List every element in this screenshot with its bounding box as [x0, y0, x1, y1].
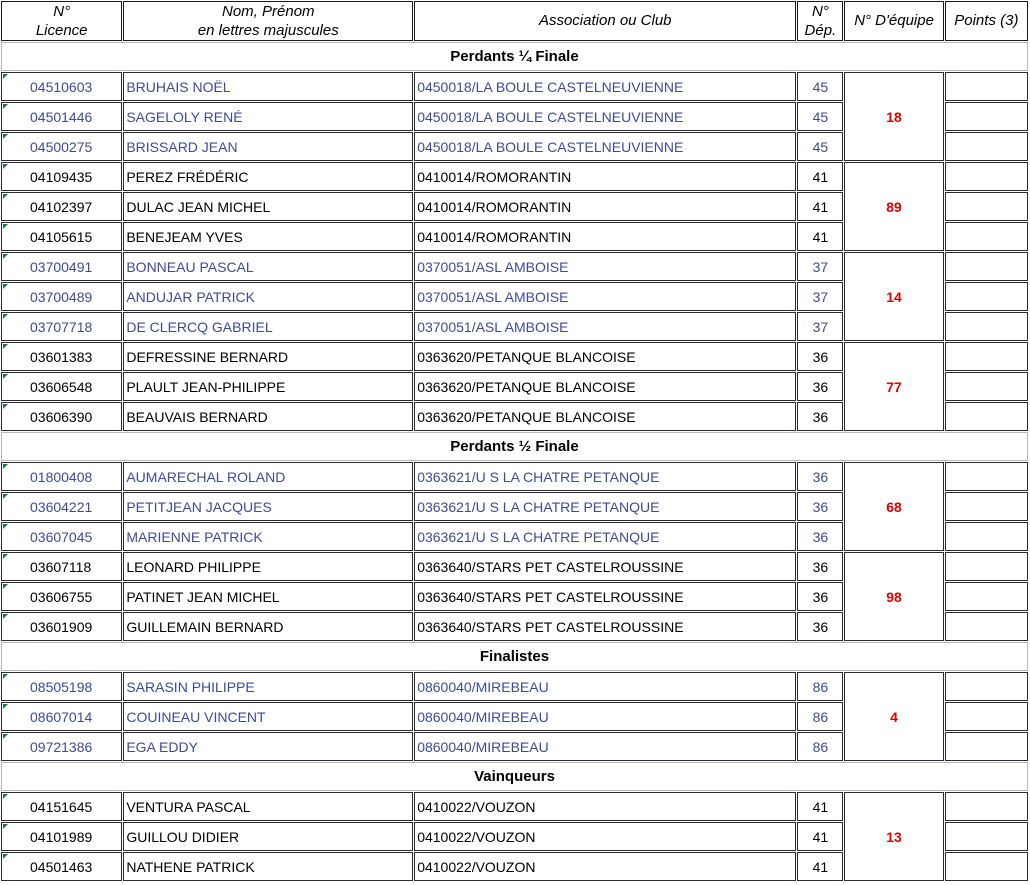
- department-cell: 37: [797, 282, 843, 311]
- header-dep: [797, 1, 843, 41]
- licence-cell: 04101989: [1, 822, 122, 851]
- player-name-cell: PLAULT JEAN-PHILIPPE: [123, 372, 413, 401]
- points-cell: [945, 522, 1028, 551]
- club-cell: 0860040/MIREBEAU: [414, 732, 796, 761]
- club-cell: 0363640/STARS PET CASTELROUSSINE: [414, 612, 796, 641]
- team-number-cell: 18: [844, 72, 943, 161]
- department-cell: 41: [797, 162, 843, 191]
- licence-cell: 04151645: [1, 792, 122, 821]
- section-title: Vainqueurs: [1, 762, 1028, 791]
- player-name-cell: AUMARECHAL ROLAND: [123, 462, 413, 491]
- licence-cell: 04109435: [1, 162, 122, 191]
- section-title: Perdants ½ Finale: [1, 432, 1028, 461]
- points-cell: [945, 222, 1028, 251]
- team-number-cell: 4: [844, 672, 943, 761]
- points-cell: [945, 822, 1028, 851]
- club-cell: 0450018/LA BOULE CASTELNEUVIENNE: [414, 102, 796, 131]
- header-licence-line2: Licence: [35, 22, 88, 39]
- licence-cell: 08607014: [1, 702, 122, 731]
- header-licence-line1: N°: [53, 3, 71, 20]
- licence-cell: 09721386: [1, 732, 122, 761]
- points-cell: [945, 612, 1028, 641]
- team-number-cell: 14: [844, 252, 943, 341]
- player-row: [1, 552, 1028, 581]
- player-name-cell: BRUHAIS NOËL: [123, 72, 413, 101]
- licence-cell: 04501463: [1, 852, 122, 881]
- points-cell: [945, 672, 1028, 701]
- player-name-cell: ANDUJAR PATRICK: [123, 282, 413, 311]
- department-cell: 41: [797, 852, 843, 881]
- department-cell: 37: [797, 312, 843, 341]
- player-name-cell: DULAC JEAN MICHEL: [123, 192, 413, 221]
- player-name-cell: PATINET JEAN MICHEL: [123, 582, 413, 611]
- licence-cell: 04102397: [1, 192, 122, 221]
- licence-cell: 03606390: [1, 402, 122, 431]
- player-name-cell: BEAUVAIS BERNARD: [123, 402, 413, 431]
- header-row: [1, 1, 1028, 41]
- team-number-cell: 13: [844, 792, 943, 881]
- player-row: [1, 252, 1028, 281]
- licence-cell: 03607045: [1, 522, 122, 551]
- header-dep-line1: N°: [811, 3, 829, 20]
- licence-cell: 03601909: [1, 612, 122, 641]
- department-cell: 41: [797, 792, 843, 821]
- club-cell: 0363640/STARS PET CASTELROUSSINE: [414, 552, 796, 581]
- club-cell: 0410022/VOUZON: [414, 852, 796, 881]
- team-number-cell: 98: [844, 552, 943, 641]
- section-title: Finalistes: [1, 642, 1028, 671]
- header-name-line1: Nom, Prénom: [222, 3, 315, 20]
- header-licence: [1, 1, 122, 41]
- points-cell: [945, 732, 1028, 761]
- points-cell: [945, 492, 1028, 521]
- department-cell: 86: [797, 672, 843, 701]
- department-cell: 36: [797, 342, 843, 371]
- player-row: [1, 792, 1028, 821]
- department-cell: 41: [797, 822, 843, 851]
- department-cell: 36: [797, 612, 843, 641]
- header-dep-line2: Dép.: [804, 22, 837, 39]
- results-body: [1, 42, 1028, 881]
- player-name-cell: GUILLOU DIDIER: [123, 822, 413, 851]
- department-cell: 36: [797, 372, 843, 401]
- club-cell: 0410022/VOUZON: [414, 792, 796, 821]
- section-row: [1, 642, 1028, 671]
- licence-cell: 04510603: [1, 72, 122, 101]
- department-cell: 41: [797, 192, 843, 221]
- department-cell: 36: [797, 462, 843, 491]
- licence-cell: 04105615: [1, 222, 122, 251]
- player-name-cell: SAGELOLY RENÉ: [123, 102, 413, 131]
- team-number-cell: 77: [844, 342, 943, 431]
- player-name-cell: VENTURA PASCAL: [123, 792, 413, 821]
- header-name: [123, 1, 413, 41]
- player-name-cell: PEREZ FRÉDÉRIC: [123, 162, 413, 191]
- department-cell: 45: [797, 102, 843, 131]
- club-cell: 0410022/VOUZON: [414, 822, 796, 851]
- points-cell: [945, 462, 1028, 491]
- department-cell: 36: [797, 492, 843, 521]
- club-cell: 0450018/LA BOULE CASTELNEUVIENNE: [414, 72, 796, 101]
- department-cell: 86: [797, 732, 843, 761]
- player-row: [1, 72, 1028, 101]
- player-row: [1, 462, 1028, 491]
- player-name-cell: BONNEAU PASCAL: [123, 252, 413, 281]
- department-cell: 37: [797, 252, 843, 281]
- points-cell: [945, 252, 1028, 281]
- licence-cell: 01800408: [1, 462, 122, 491]
- header-name-line2: en lettres majuscules: [197, 22, 339, 39]
- header-points: Points (3): [945, 1, 1028, 41]
- club-cell: 0363621/U S LA CHATRE PETANQUE: [414, 522, 796, 551]
- club-cell: 0860040/MIREBEAU: [414, 702, 796, 731]
- team-number-cell: 68: [844, 462, 943, 551]
- player-name-cell: LEONARD PHILIPPE: [123, 552, 413, 581]
- club-cell: 0410014/ROMORANTIN: [414, 192, 796, 221]
- points-cell: [945, 72, 1028, 101]
- points-cell: [945, 132, 1028, 161]
- player-name-cell: COUINEAU VINCENT: [123, 702, 413, 731]
- points-cell: [945, 372, 1028, 401]
- club-cell: 0370051/ASL AMBOISE: [414, 252, 796, 281]
- licence-cell: 03604221: [1, 492, 122, 521]
- club-cell: 0410014/ROMORANTIN: [414, 162, 796, 191]
- player-name-cell: EGA EDDY: [123, 732, 413, 761]
- licence-cell: 03606755: [1, 582, 122, 611]
- player-name-cell: SARASIN PHILIPPE: [123, 672, 413, 701]
- points-cell: [945, 792, 1028, 821]
- player-name-cell: DE CLERCQ GABRIEL: [123, 312, 413, 341]
- player-row: [1, 342, 1028, 371]
- section-row: [1, 762, 1028, 791]
- department-cell: 45: [797, 72, 843, 101]
- points-cell: [945, 312, 1028, 341]
- licence-cell: 03707718: [1, 312, 122, 341]
- licence-cell: 04500275: [1, 132, 122, 161]
- club-cell: 0363621/U S LA CHATRE PETANQUE: [414, 462, 796, 491]
- player-name-cell: BENEJEAM YVES: [123, 222, 413, 251]
- licence-cell: 03700491: [1, 252, 122, 281]
- department-cell: 41: [797, 222, 843, 251]
- points-cell: [945, 162, 1028, 191]
- player-row: [1, 162, 1028, 191]
- header-team: N° D'équipe: [844, 1, 943, 41]
- club-cell: 0363620/PETANQUE BLANCOISE: [414, 402, 796, 431]
- player-name-cell: GUILLEMAIN BERNARD: [123, 612, 413, 641]
- licence-cell: 04501446: [1, 102, 122, 131]
- department-cell: 86: [797, 702, 843, 731]
- department-cell: 45: [797, 132, 843, 161]
- points-cell: [945, 702, 1028, 731]
- department-cell: 36: [797, 582, 843, 611]
- club-cell: 0363620/PETANQUE BLANCOISE: [414, 342, 796, 371]
- points-cell: [945, 402, 1028, 431]
- department-cell: 36: [797, 552, 843, 581]
- licence-cell: 08505198: [1, 672, 122, 701]
- licence-cell: 03700489: [1, 282, 122, 311]
- points-cell: [945, 282, 1028, 311]
- club-cell: 0363640/STARS PET CASTELROUSSINE: [414, 582, 796, 611]
- licence-cell: 03601383: [1, 342, 122, 371]
- team-number-cell: 89: [844, 162, 943, 251]
- club-cell: 0370051/ASL AMBOISE: [414, 312, 796, 341]
- points-cell: [945, 552, 1028, 581]
- player-name-cell: MARIENNE PATRICK: [123, 522, 413, 551]
- club-cell: 0450018/LA BOULE CASTELNEUVIENNE: [414, 132, 796, 161]
- player-name-cell: DEFRESSINE BERNARD: [123, 342, 413, 371]
- section-row: [1, 432, 1028, 461]
- licence-cell: 03606548: [1, 372, 122, 401]
- department-cell: 36: [797, 522, 843, 551]
- points-cell: [945, 582, 1028, 611]
- section-title: Perdants ¼ Finale: [1, 42, 1028, 71]
- club-cell: 0363621/U S LA CHATRE PETANQUE: [414, 492, 796, 521]
- player-name-cell: PETITJEAN JACQUES: [123, 492, 413, 521]
- player-name-cell: BRISSARD JEAN: [123, 132, 413, 161]
- section-row: [1, 42, 1028, 71]
- points-cell: [945, 102, 1028, 131]
- player-row: [1, 672, 1028, 701]
- club-cell: 0363620/PETANQUE BLANCOISE: [414, 372, 796, 401]
- licence-cell: 03607118: [1, 552, 122, 581]
- points-cell: [945, 192, 1028, 221]
- player-name-cell: NATHENE PATRICK: [123, 852, 413, 881]
- club-cell: 0370051/ASL AMBOISE: [414, 282, 796, 311]
- points-cell: [945, 852, 1028, 881]
- header-club: Association ou Club: [414, 1, 796, 41]
- club-cell: 0860040/MIREBEAU: [414, 672, 796, 701]
- department-cell: 36: [797, 402, 843, 431]
- points-cell: [945, 342, 1028, 371]
- club-cell: 0410014/ROMORANTIN: [414, 222, 796, 251]
